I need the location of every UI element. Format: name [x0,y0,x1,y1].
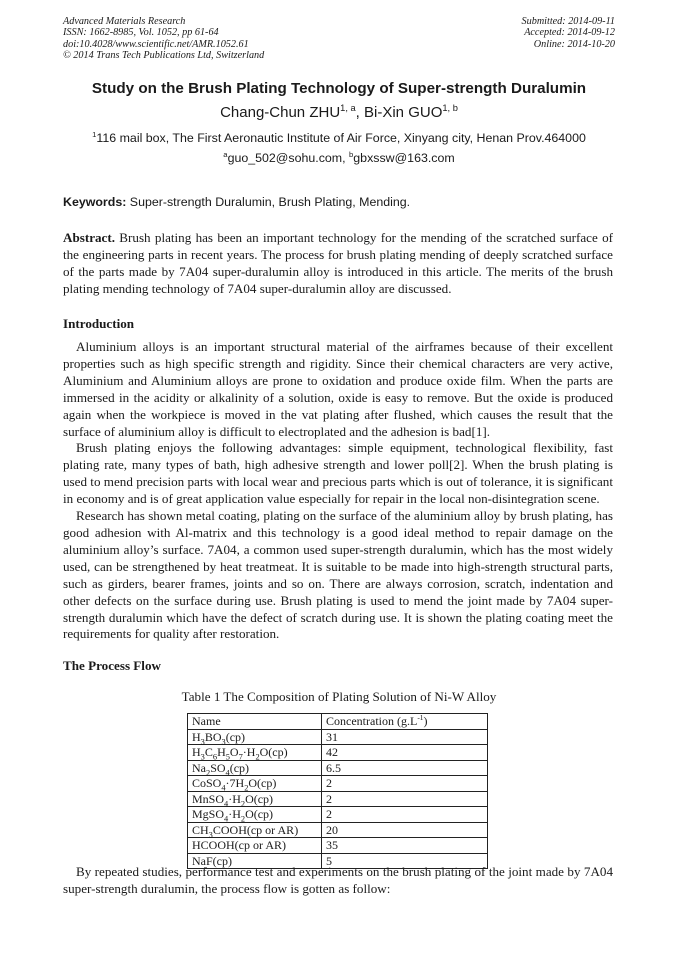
author-name: Bi-Xin GUO [364,104,443,121]
affiliation-text: 116 mail box, The First Aeronautic Institute of Air Force, Xinyang city, Henan Prov.464000 [96,131,586,145]
author-emails [0,151,678,165]
section-heading-introduction: Introduction [63,316,135,331]
author-line [0,104,678,121]
journal-copyright: © 2014 Trans Tech Publications Ltd, Switzerland [63,49,265,61]
keywords-text: Super-strength Duralumin, Brush Plating, Mending. [126,195,411,209]
paragraph: Brush plating enjoys the following advantages: simple equipment, technological flexibility, fast plating rate, many types of bath, high adhesive strength and lower poll[2]. When the brush plating is used to mend precision parts with local wear and precious parts which is out of tolerance, it is significant in economy and is of great application value especially for repair in the local non-disintegration scene. [63,440,613,507]
concentration-value: 35 [322,838,488,854]
concentration-value: 20 [322,822,488,838]
table-header-row [188,714,488,730]
author-affiliation-mark: 1, b [442,103,458,113]
header-cell-concentration [322,714,488,730]
table-row [188,807,488,823]
journal-name: Advanced Materials Research [63,16,186,27]
table-row [188,838,488,854]
section-heading-process-flow: The Process Flow [63,658,161,673]
affiliation [0,131,678,145]
online-date: Online: 2014-10-20 [533,38,615,50]
author-name: Chang-Chun ZHU [220,104,341,121]
author-separator: , [355,104,365,121]
header-cell-name: Name [188,714,322,730]
submitted-date: Submitted: 2014-09-11 [521,16,615,27]
concentration-value: 2 [322,807,488,823]
accepted-date: Accepted: 2014-09-12 [524,27,615,39]
chemical-name: $H_3C_6H_5O_7\cdot H_2O(cp)$ [188,745,322,761]
journal-header-left [63,16,264,61]
table-row [188,745,488,761]
keywords [63,195,410,209]
concentration-value: 6.5 [322,760,488,776]
table-row [188,776,488,792]
abstract-label: Abstract. [63,230,115,245]
email-link[interactable]: guo_502@sohu.com [227,151,343,165]
paper-title: Study on the Brush Plating Technology of Super-strength Duralumin [91,80,587,97]
header-concentration-text: Concentration (g.L [326,714,418,728]
introduction-body [63,339,613,643]
concentration-value: 31 [322,729,488,745]
email-mark: b [349,149,354,159]
paragraph: Aluminium alloys is an important structural material of the airframes because of their excellent properties such as high specific strength and rigidity. Since their chemical characters are very active, Aluminium and Aluminium alloys are prone to oxidation and produce oxide film. When the parts are immersed in the acidity or alkalinity of a solution, oxide is easy to remove. But the oxide is produced again when the workpiece is moved in the vat plating after flushed, which causes the result that the surface of aluminium alloy is difficult to electroplated and the adhesion is bad[1]. [63,339,613,439]
paragraph: By repeated studies, performance test and experiments on the brush plating of the joint made by 7A04 super-strength duralumin, the process flow is gotten as follow: [63,864,613,896]
chemical-name: $H_3BO_3(cp)$ [188,729,322,745]
table-row [188,822,488,838]
table-caption: Table 1 The Composition of Plating Solution of Ni-W Alloy [181,689,497,704]
author-affiliation-mark: 1, a [340,103,356,113]
abstract [63,230,613,298]
journal-doi: doi:10.4028/www.scientific.net/AMR.1052.61 [63,38,249,50]
chemical-name: NaF(cp) [188,853,322,869]
chemical-name: HCOOH(cp or AR) [188,838,322,854]
header-concentration-unit-exp: -1 [417,713,424,722]
affiliation-mark: 1 [92,129,97,139]
chemical-name: $CH_3COOH(cp$ or AR) [188,822,322,838]
chemical-name: $CoSO_4\cdot 7H_2O(cp)$ [188,776,322,792]
concentration-value: 42 [322,745,488,761]
abstract-text: Brush plating has been an important technology for the mending of the scratched surface of the engineering parts in recent years. The process for brush plating mending of deeply scratched surface of the parts made by 7A04 super-duralumin alloy is introduced in this article. The merits of the brush plating mending technology of 7A04 super-duralumin alloy are discussed. [63,230,613,296]
email-mark: a [223,149,228,159]
keywords-label: Keywords: [63,195,127,209]
chemical-name: $Na_2SO_4(cp)$ [188,760,322,776]
journal-issn: ISSN: 1662-8985, Vol. 1052, pp 61-64 [63,27,219,39]
concentration-value: 2 [322,791,488,807]
table-row [188,791,488,807]
process-flow-body [63,864,613,898]
email-link[interactable]: gbxssw@163.com [353,151,455,165]
composition-table [187,713,488,869]
table-row [188,729,488,745]
table-row [188,760,488,776]
chemical-name: $MgSO_4\cdot H_2O(cp)$ [188,807,322,823]
chemical-name: $MnSO_4\cdot H_2O(cp)$ [188,791,322,807]
concentration-value: 5 [322,853,488,869]
concentration-value: 2 [322,776,488,792]
journal-header-right [522,16,615,50]
header-concentration-close: ) [423,714,428,728]
email-separator: , [342,151,349,165]
paragraph: Research has shown metal coating, plating on the surface of the aluminium alloy by brush plating, has good adhesion with Al-matrix and this technology is a good ideal method to repair damage on the aluminium alloy’s surface. 7A04, a common used super-strength duralumin, which has the most widely used, can be strengthened by heat treatmeat. It is suitable to be made into high-strength structural parts, such as girders, bearer frames, joints and so on. There are always corrosion, scratch, indentation and other defects on the surface during use. Brush plating is used to mend the joint made by 7A04 super-strength duralumin which have the defect of scratch during use. It is shown the plating coating meet the requirements for quality after restoration. [63,508,613,642]
